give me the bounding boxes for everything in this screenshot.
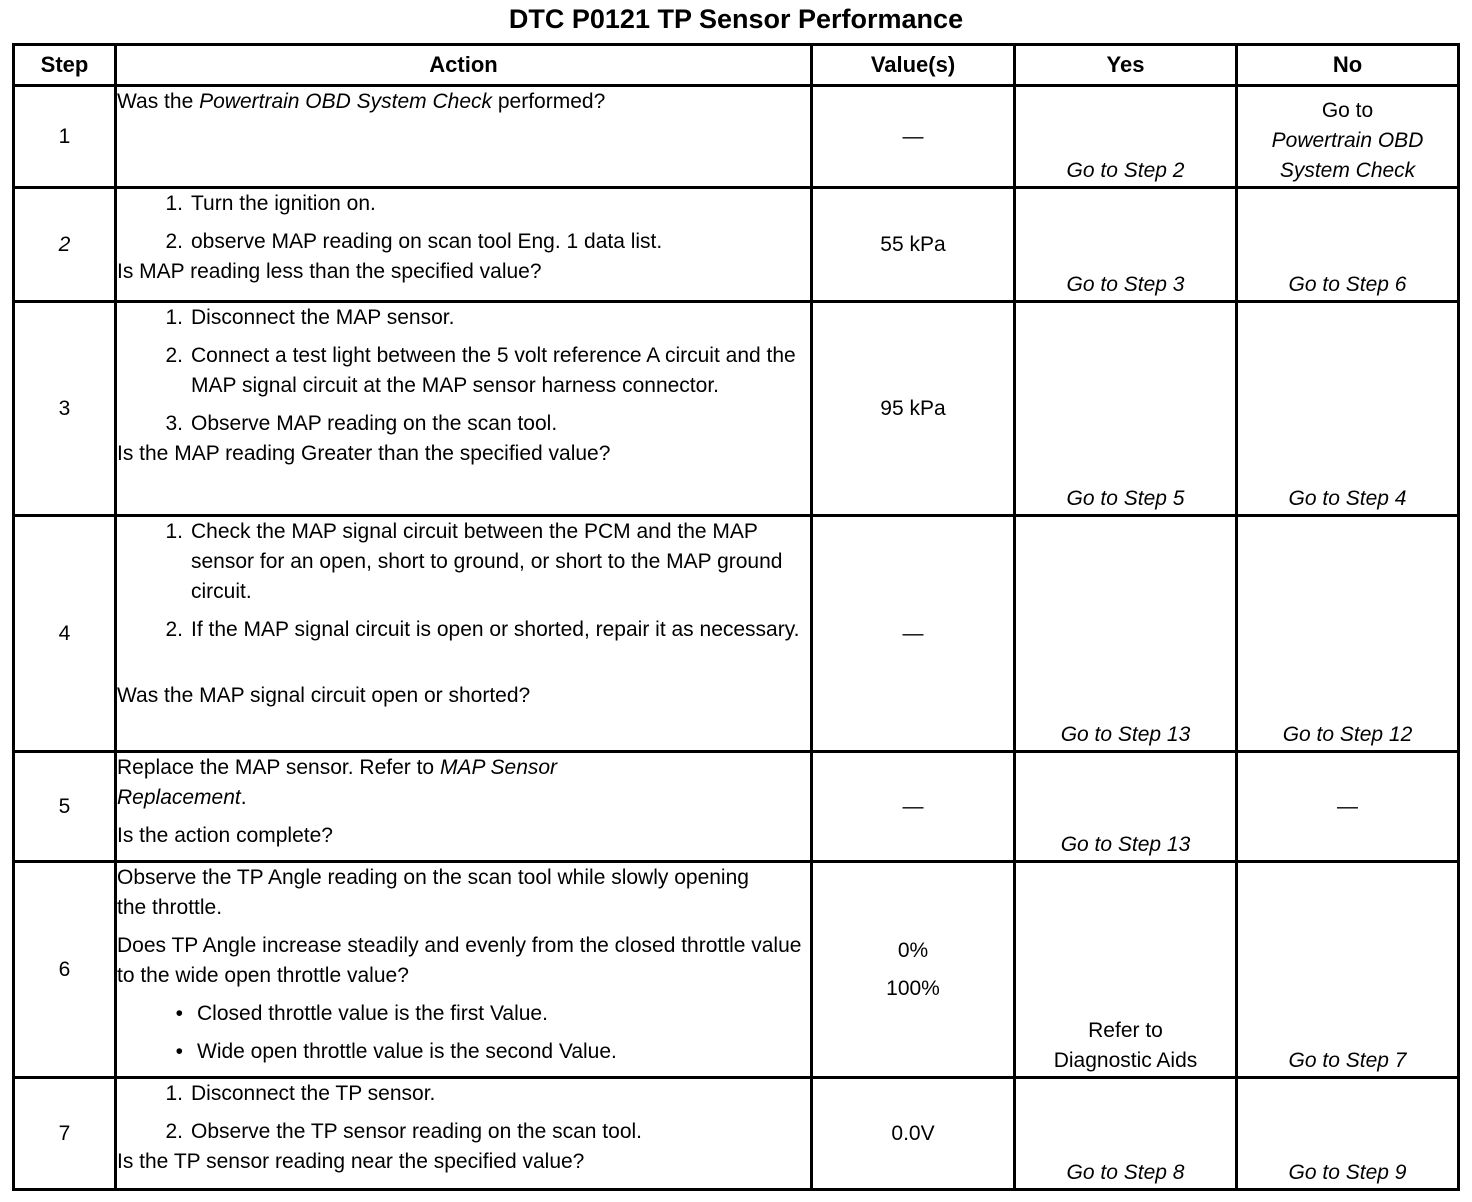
action-intro: Observe the TP Angle reading on the scan tool while slowly opening the throttle. [117,866,749,919]
yes-cell: Go to Step 5 [1015,302,1237,516]
value-wide-open: 100% [886,976,940,1000]
value-cell: — [812,752,1015,862]
action-text: Was the [117,90,200,113]
action-text: Replace the MAP sensor. Refer to MAP Sensor Replacement. [117,756,558,809]
yes-cell: Go to Step 13 [1015,752,1237,862]
step-number: 6 [14,862,116,1078]
action-cell [116,188,812,302]
table-row [14,302,1459,516]
action-question: Is the MAP reading Greater than the specified value? [117,442,611,465]
header-row [14,45,1459,86]
table-row [14,516,1459,752]
value-cell: — [812,516,1015,752]
value-cell: 0.0V [812,1078,1015,1190]
action-item: 2. If the MAP signal circuit is open or shorted, repair it as necessary. [165,618,800,641]
step-number: 3 [14,302,116,516]
diagnostic-table [12,43,1460,1191]
table-row [14,86,1459,188]
table-row [14,1078,1459,1190]
no-cell [1237,86,1459,188]
yes-cell: Go to Step 8 [1015,1078,1237,1190]
value-cell: 95 kPa [812,302,1015,516]
procedure-reference: MAP Sensor Replacement [117,756,558,809]
table-row [14,752,1459,862]
step-number: 7 [14,1078,116,1190]
yes-cell [1015,862,1237,1078]
yes-cell: Go to Step 13 [1015,516,1237,752]
value-cell: — [812,86,1015,188]
action-question: Is MAP reading less than the specified value? [117,260,542,283]
step-number: 4 [14,516,116,752]
action-item: 2. observe MAP reading on scan tool Eng. 1 data list. [165,230,663,253]
header-yes: Yes [1015,45,1237,86]
page-title: DTC P0121 TP Sensor Performance [508,4,964,34]
step-number: 5 [14,752,116,862]
action-cell [116,1078,812,1190]
action-item: 1. Disconnect the MAP sensor. [165,306,455,329]
yes-text: Refer to [1088,1019,1163,1042]
no-text: Go to [1321,99,1374,122]
action-cell [116,302,812,516]
yes-cell: Go to Step 3 [1015,188,1237,302]
no-cell: Go to Step 6 [1237,188,1459,302]
action-cell [116,862,812,1078]
step-number: 1 [14,86,116,188]
action-question: Is the TP sensor reading near the specified value? [117,1150,585,1173]
no-reference: System Check [1279,159,1416,182]
table-row [14,862,1459,1078]
action-question: Was the MAP signal circuit open or shorted? [117,684,531,707]
action-cell [116,516,812,752]
action-bullet: • Closed throttle value is the first Value. [175,1002,548,1025]
yes-text: Diagnostic Aids [1053,1049,1198,1072]
yes-cell: Go to Step 2 [1015,86,1237,188]
action-question: Is the action complete? [117,824,333,847]
action-text: performed? [492,90,606,113]
action-item: 1. Turn the ignition on. [165,192,376,215]
procedure-reference: Powertrain OBD System Check [199,90,493,113]
no-cell: Go to Step 9 [1237,1078,1459,1190]
action-item: 3. Observe MAP reading on the scan tool. [165,412,558,435]
action-item: 2. Observe the TP sensor reading on the scan tool. [165,1120,642,1143]
no-cell: Go to Step 4 [1237,302,1459,516]
action-item: 2. Connect a test light between the 5 volt reference A circuit and the MAP signal circuit at the MAP sensor harness connector. [165,344,796,397]
no-cell: — [1237,752,1459,862]
step-number: 2 [14,188,116,302]
value-closed: 0% [897,938,929,962]
header-action: Action [116,45,812,86]
no-cell: Go to Step 12 [1237,516,1459,752]
action-item: 1. Check the MAP signal circuit between the PCM and the MAP sensor for an open, short to ground, or short to the MAP ground circuit. [165,520,783,603]
value-cell: 55 kPa [812,188,1015,302]
action-bullet: • Wide open throttle value is the second Value. [175,1040,617,1063]
header-step: Step [14,45,116,86]
no-reference: Powertrain OBD [1271,129,1424,152]
action-cell [116,752,812,862]
action-item: 1. Disconnect the TP sensor. [165,1082,436,1105]
header-values: Value(s) [812,45,1015,86]
value-cell [812,862,1015,1078]
action-question: Does TP Angle increase steadily and evenly from the closed throttle value to the wide open throttle value? [117,934,802,987]
header-no: No [1237,45,1459,86]
action-cell [116,86,812,188]
no-cell: Go to Step 7 [1237,862,1459,1078]
table-row [14,188,1459,302]
